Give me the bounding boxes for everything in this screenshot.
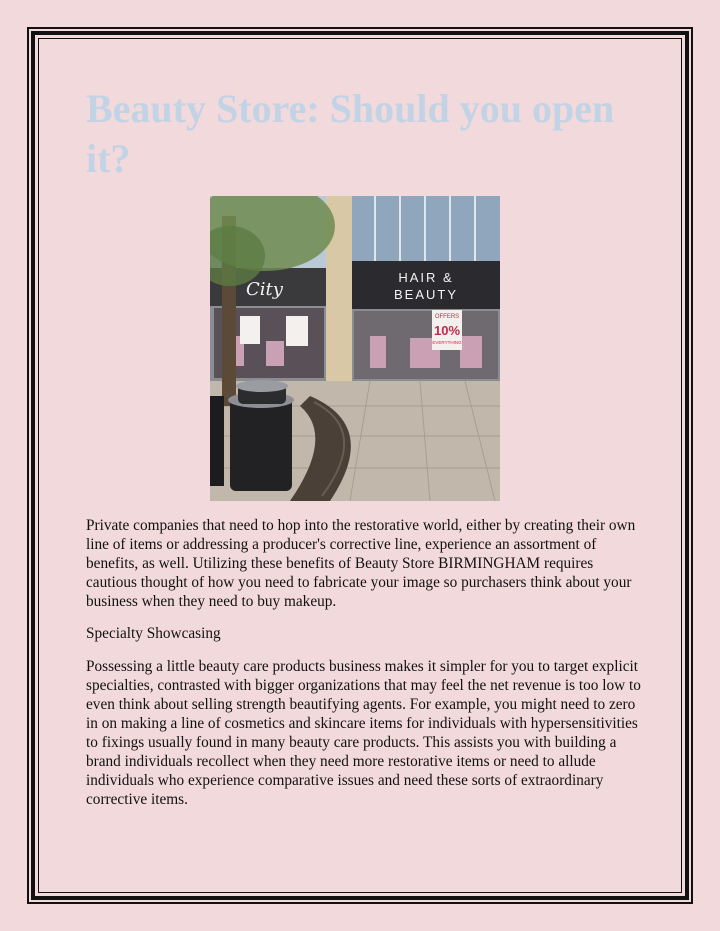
section-heading-specialty: Specialty Showcasing — [86, 625, 221, 642]
document-title: Beauty Store: Should you open it? — [86, 86, 615, 181]
specialty-paragraph: Possessing a little beauty care products business makes it simpler for you to target explicit specialties, contrasted with bigger organizations that may feel the net revenue is too low to even think about selling strength beautifying agents. For example, you might need to zero in on making a line of cosmetics and skincare items for individuals with hypersensitivities to fixings usually found in many beauty care products. This assists you with building a brand individuals recollect when they need more restorative items or need to allude individuals who experience comparative issues and need these sorts of extraordinary corrective items. — [86, 658, 641, 808]
right-store-sign-line1: HAIR & — [398, 270, 454, 285]
left-store-sign: City — [246, 279, 283, 300]
poster-big: 10% — [433, 323, 461, 338]
poster-bottom: EVERYTHING — [432, 340, 462, 345]
storefront-photo — [210, 196, 500, 501]
right-store-sign-line2: BEAUTY — [393, 287, 459, 302]
poster-top: OFFERS — [434, 314, 460, 320]
intro-paragraph: Private companies that need to hop into the restorative world, either by creating their own line of items or addressing a producer's corrective line, experience an assortment of benefits, as well. Utilizing these benefits of Beauty Store BIRMINGHAM requires cautious thought of how you need to fabricate your image so purchasers think about your business when they need to buy makeup. — [86, 517, 636, 610]
